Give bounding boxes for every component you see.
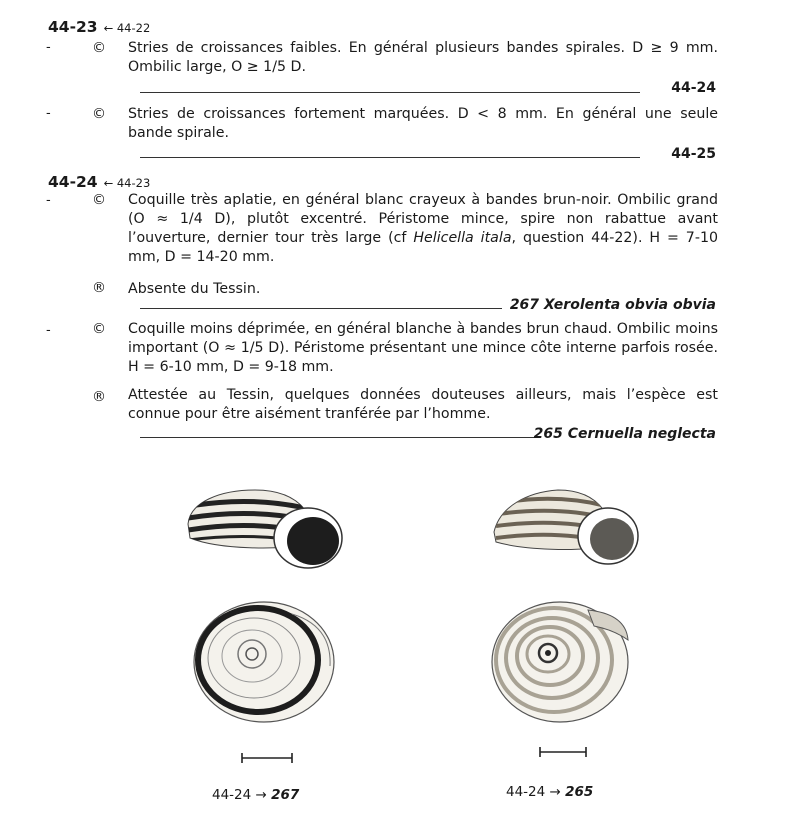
caption-species-number: 267 [271, 787, 300, 803]
couplet-number: 44-24 [48, 173, 98, 191]
copyright-symbol: © [92, 106, 106, 122]
lead-target: 44-24 [671, 80, 716, 96]
lead-rule [140, 92, 640, 93]
alternative-text: Stries de croissances fortement marquées. D < 8 mm. En général une seule bande spirale. [128, 106, 718, 141]
lead-rule [140, 157, 640, 158]
registered-symbol: ® [92, 389, 106, 405]
copyright-symbol: © [92, 321, 106, 337]
couplet-heading-44-23 [48, 18, 150, 36]
caption-prefix: 44-24 → [506, 784, 561, 800]
lead-rule [140, 437, 536, 438]
copyright-symbol: © [92, 40, 106, 56]
couplet-heading-44-24 [48, 173, 150, 191]
alternative-text [128, 191, 718, 267]
shell-umbilical-view-267 [192, 596, 342, 726]
copyright-symbol: © [92, 192, 106, 208]
couplet-number: 44-23 [48, 18, 98, 36]
distribution-text: Attestée au Tessin, quelques données douteuses ailleurs, mais l’espèce est connue pour être aisément tranférée par l’homme. [128, 387, 718, 422]
alternative-dash: - [46, 323, 51, 338]
registered-symbol: ® [92, 280, 106, 296]
couplet-back-reference: ← 44-23 [103, 176, 151, 190]
scale-bar-267 [240, 752, 294, 764]
lead-target: 44-25 [671, 146, 716, 162]
text-part: Coquille très aplatie, en général blanc crayeux à bandes brun-noir. Ombilic grand (O ≈ 1/4 D), plutôt excentré. Péristome mince, spire non rabattue avant l’ouverture, dernier tour très large (cf [128, 192, 718, 246]
couplet-back-reference: ← 44-22 [103, 21, 151, 35]
alternative-text: Stries de croissances faibles. En général plusieurs bandes spirales. D ≥ 9 mm. Ombilic large, O ≥ 1/5 D. [128, 40, 718, 75]
caption-species-number: 265 [565, 784, 594, 800]
species-result: 265 Cernuella neglecta [533, 426, 716, 442]
species-result: 267 Xerolenta obvia obvia [509, 297, 716, 313]
lead-rule [140, 308, 502, 309]
distribution-text: Absente du Tessin. [128, 281, 261, 297]
text-part: , question 44-22). H = 7-10 mm, D = 14-20 mm. [128, 230, 718, 265]
shell-side-view-267 [180, 484, 350, 574]
species-name-italic: Helicella itala [413, 230, 512, 246]
alternative-dash: - [46, 40, 51, 55]
caption-prefix: 44-24 → [212, 787, 267, 803]
scale-bar-265 [538, 746, 588, 758]
shell-side-view-265 [488, 484, 648, 574]
alternative-dash: - [46, 106, 51, 121]
alternative-dash: - [46, 193, 51, 208]
figure-caption-267 [212, 787, 299, 803]
shell-umbilical-view-265 [490, 596, 640, 726]
figure-caption-265 [506, 784, 593, 800]
alternative-text: Coquille moins déprimée, en général blanche à bandes brun chaud. Ombilic moins important (O ≈ 1/5 D). Péristome présentant une mince côte interne parfois rosée. H = 6-10 mm, D = 9-18 mm. [128, 321, 718, 375]
